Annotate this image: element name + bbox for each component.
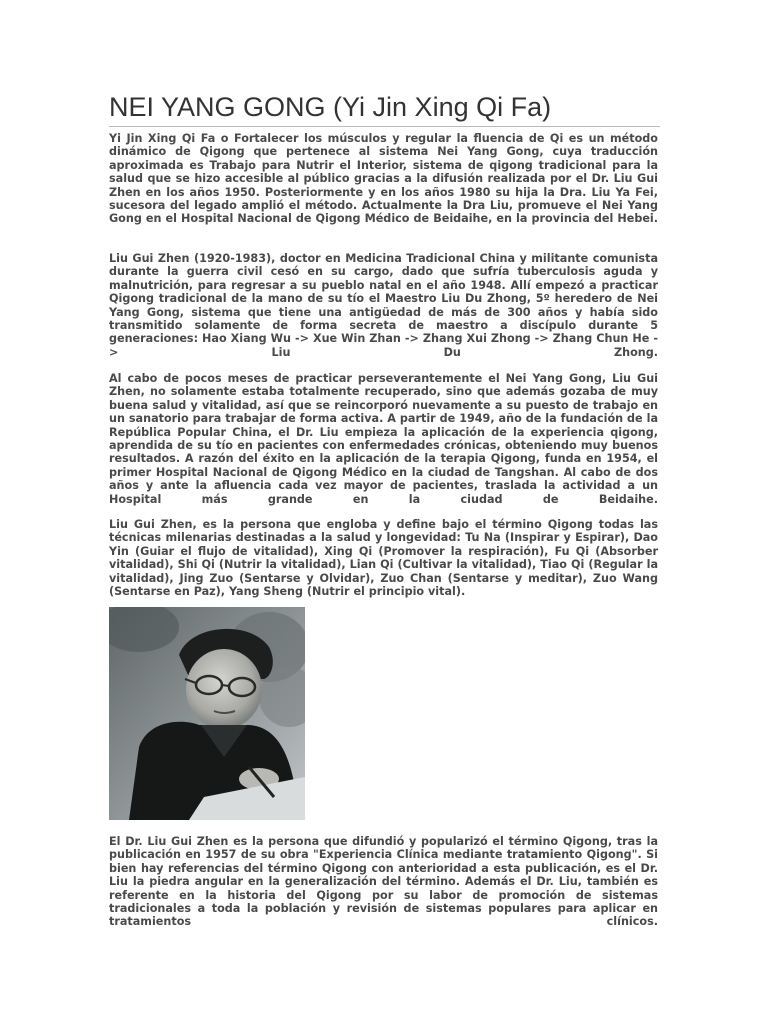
paragraph-biography: Liu Gui Zhen (1920-1983), doctor en Medicina Tradicional China y militante comunista durante la guerra civil cesó en su cargo, dado que sufría tuberculosis aguda y malnutrición, para regresar a su pueblo natal en el año 1948. Allí empezó a practicar Qigong tradicional de la mano de su tío el Maestro Liu Du Zhong, 5º heredero de Nei Yang Gong, sistema que tiene una antigüedad de más de 300 años y había sido transmitido solamente de forma secreta de maestro a discípulo durante 5 generaciones: Hao Xiang Wu -> Xue Win Zhan -> Zhang Xui Zhong -> Zhang Chun He -> Liu Du Zhong. bbox=[109, 252, 658, 359]
paragraph-legacy: El Dr. Liu Gui Zhen es la persona que difundió y popularizó el término Qigong, tras la publicación en 1957 de su obra "Experiencia Clínica mediante tratamiento Qigong". Si bien hay referencias del término Qigong con anterioridad a esta publicación, es el Dr. Liu la piedra angular en la generalización del término. Además el Dr. Liu, también es referente en la historia del Qigong por su labor de promoción de sistemas tradicionales a toda la población y revisión de sistemas populares para aplicar en tratamientos clínicos. bbox=[109, 835, 658, 929]
portrait-photo bbox=[109, 607, 305, 820]
document-title: NEI YANG GONG (Yi Jin Xing Qi Fa) bbox=[109, 90, 660, 127]
paragraph-hospital: Al cabo de pocos meses de practicar perseverantemente el Nei Yang Gong, Liu Gui Zhen, no solamente estaba totalmente recuperado, sino que además gozaba de muy buena salud y vitalidad, así que se reincorporó nuevamente a su puesto de trabajo en un sanatorio para trabajar de forma activa. A partir de 1949, año de la fundación de la República Popular China, el Dr. Liu empieza la aplicación de la experiencia qigong, aprendida de su tío en pacientes con enfermedades crónicas, obteniendo muy buenos resultados. A razón del éxito en la aplicación de la terapia Qigong, funda en 1954, el primer Hospital Nacional de Qigong Médico en la ciudad de Tangshan. Al cabo de dos años y ante la afluencia cada vez mayor de pacientes, traslada la actividad a un Hospital más grande en la ciudad de Beidaihe. bbox=[109, 372, 658, 506]
paragraph-intro: Yi Jin Xing Qi Fa o Fortalecer los músculos y regular la fluencia de Qi es un método dinámico de Qigong que pertenece al sistema Nei Yang Gong, cuya traducción aproximada es Trabajo para Nutrir el Interior, sistema de qigong tradicional para la salud que se hizo accesible al público gracias a la difusión realizada por el Dr. Liu Gui Zhen en los años 1950. Posteriormente y en los años 1980 su hija la Dra. Liu Ya Fei, sucesora del legado amplió el método. Actualmente la Dra Liu, promueve el Nei Yang Gong en el Hospital Nacional de Qigong Médico de Beidaihe, en la provincia del Hebei. bbox=[109, 132, 658, 226]
paragraph-techniques: Liu Gui Zhen, es la persona que engloba y define bajo el término Qigong todas las técnicas milenarias destinadas a la salud y longevidad: Tu Na (Inspirar y Espirar), Dao Yin (Guiar el flujo de vitalidad), Xing Qi (Promover la respiración), Fu Qi (Absorber vitalidad), Shi Qi (Nutrir la vitalidad), Lian Qi (Cultivar la vitalidad), Tiao Qi (Regular la vitalidad), Jing Zuo (Sentarse y Olvidar), Zuo Chan (Sentarse y meditar), Zuo Wang (Sentarse en Paz), Yang Sheng (Nutrir el principio vital). bbox=[109, 518, 658, 599]
